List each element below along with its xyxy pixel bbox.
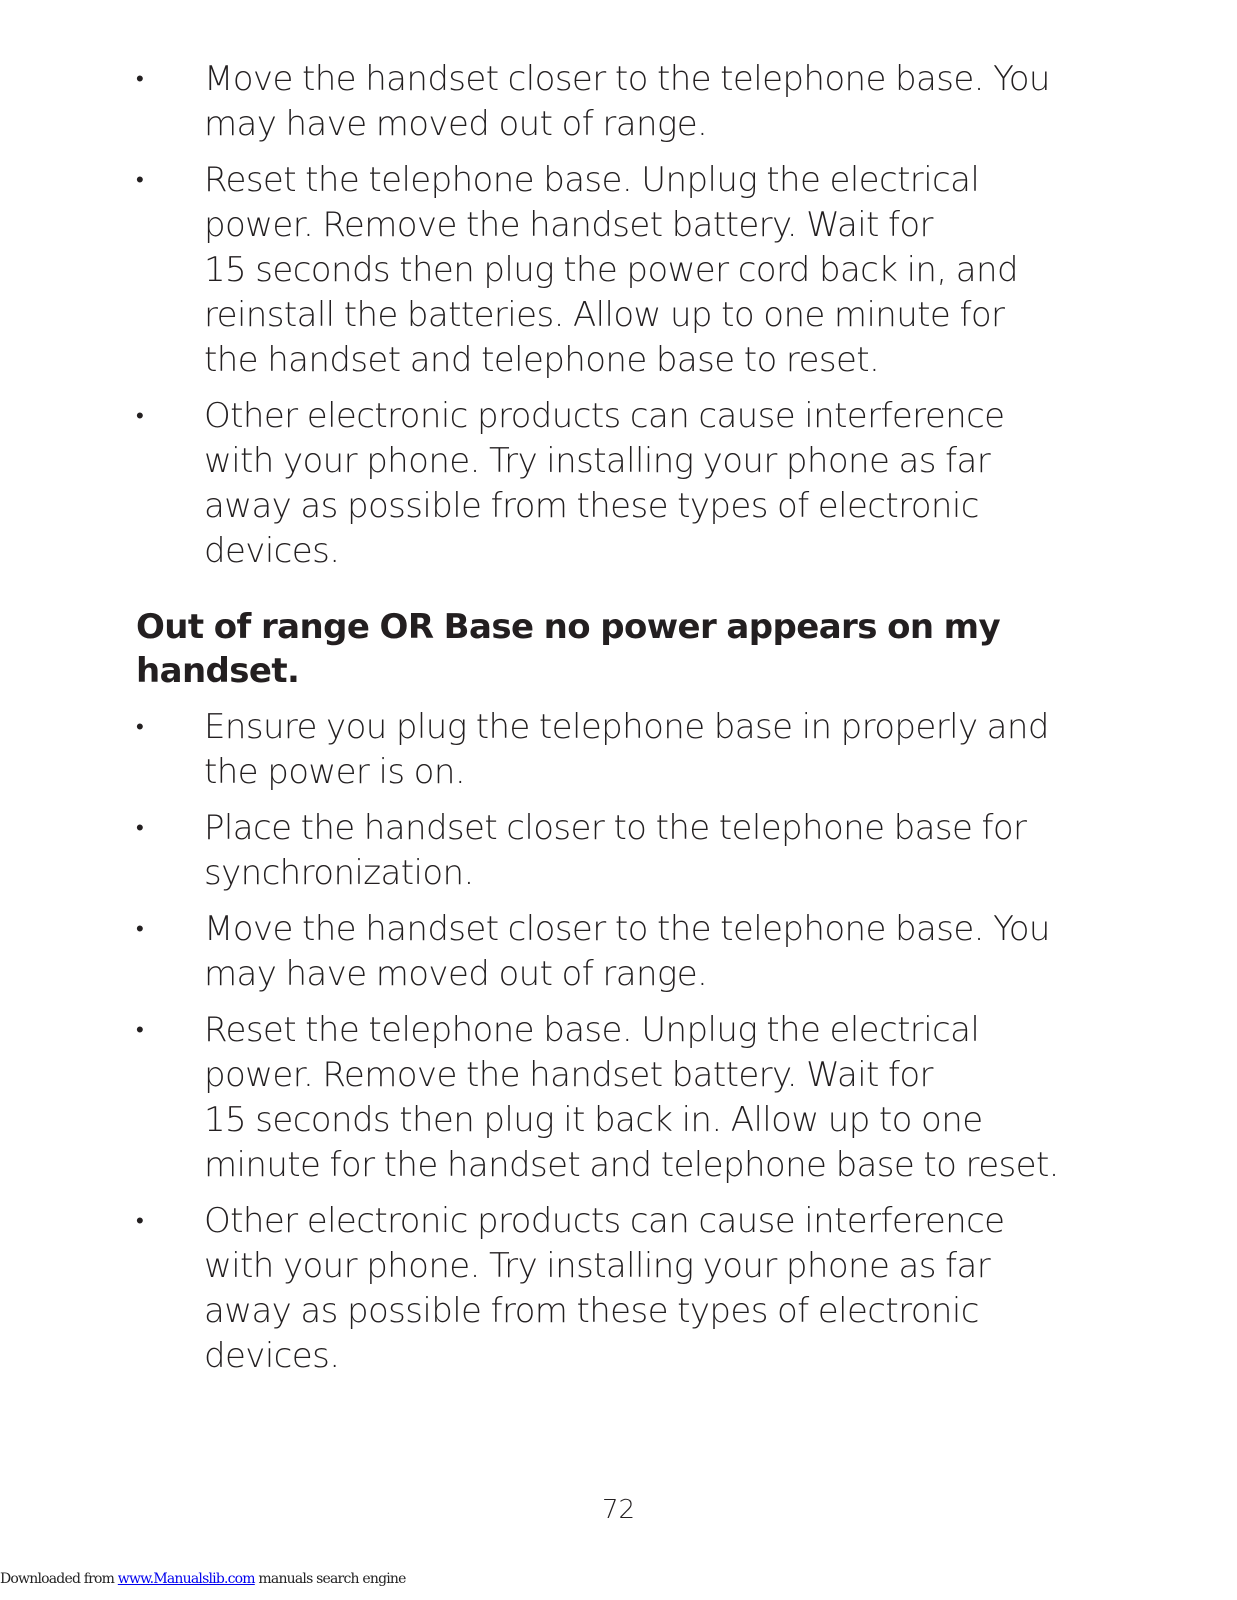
list-item-text-line: Move the handset closer to the telephone base. You [204,59,1050,99]
list-item-text-line: Reset the telephone base. Unplug the electrical [204,1010,980,1050]
list-item-text-line: away as possible from these types of electronic [204,486,979,526]
bullet-dot: • [136,404,144,429]
section-heading-line: Out of range OR Base no power appears on my [136,607,1001,647]
manualslib-link[interactable]: www.Manualslib.com [117,1571,255,1587]
list-item [136,158,1096,383]
troubleshooting-list-2 [136,705,1096,1390]
list-item-text-line: Place the handset closer to the telephone base for [204,808,1027,848]
list-item-text-line: Reset the telephone base. Unplug the electrical [204,160,980,200]
list-item-text-line: Other electronic products can cause interference [204,1201,1005,1241]
bullet-dot: • [136,1209,144,1234]
bullet-dot: • [136,1018,144,1043]
list-item [136,806,1096,896]
list-item-text-line: power. Remove the handset battery. Wait for [204,205,933,245]
section-heading [136,605,1096,693]
page-number: 72 [601,1495,636,1525]
troubleshooting-list-1 [136,57,1096,585]
list-item-text-line: the power is on. [204,752,466,792]
list-item-text-line: with your phone. Try installing your phone as far [204,1246,991,1286]
list-item-text-line: power. Remove the handset battery. Wait for [204,1055,933,1095]
list-item-text-line: may have moved out of range. [204,104,708,144]
list-item-text-line: 15 seconds then plug the power cord back in, and [204,250,1018,290]
bullet-dot: • [136,168,144,193]
list-item [136,1199,1096,1379]
list-item [136,1008,1096,1188]
list-item-text-line: away as possible from these types of electronic [204,1291,979,1331]
list-item-text-line: Move the handset closer to the telephone base. You [204,909,1050,949]
footer-suffix: manuals search engine [254,1571,406,1587]
list-item [136,57,1096,147]
list-item-text-line: synchronization. [204,853,474,893]
bullet-dot: • [136,715,144,740]
list-item [136,394,1096,574]
download-footer [0,1570,406,1588]
list-item-text-line: minute for the handset and telephone base to reset. [204,1145,1059,1185]
bullet-dot: • [136,816,144,841]
list-item-text-line: Other electronic products can cause interference [204,396,1005,436]
list-item-text-line: devices. [204,1336,340,1376]
list-item-text-line: Ensure you plug the telephone base in properly and [204,707,1049,747]
list-item-text-line: reinstall the batteries. Allow up to one minute for [204,295,1005,335]
list-item-text-line: devices. [204,531,340,571]
section-heading-line: handset. [136,651,300,691]
bullet-dot: • [136,67,144,92]
list-item-text-line: the handset and telephone base to reset. [204,340,880,380]
list-item [136,907,1096,997]
bullet-dot: • [136,917,144,942]
list-item-text-line: with your phone. Try installing your phone as far [204,441,991,481]
list-item-text-line: may have moved out of range. [204,954,708,994]
list-item-text-line: 15 seconds then plug it back in. Allow up to one [204,1100,983,1140]
list-item [136,705,1096,795]
footer-prefix: Downloaded from [0,1571,118,1587]
